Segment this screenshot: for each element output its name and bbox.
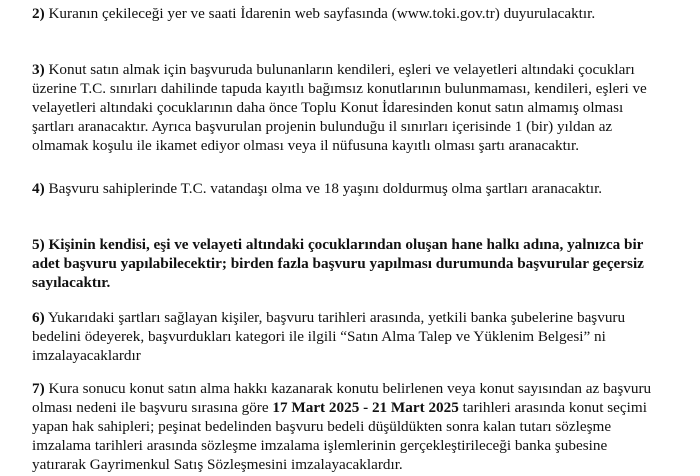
item-number: 7) xyxy=(32,380,45,397)
item-text-line: yatırarak Gayrimenkul Satış Sözleşmesini imzalayacaklardır. xyxy=(32,455,403,473)
item-text-line: imzalayacaklardır xyxy=(32,346,141,364)
condition-item-7 xyxy=(32,380,682,475)
item-text-segment: olması nedeni ile başvuru sırasına göre xyxy=(32,398,273,416)
item-text-line: bedelini ödeyerek, başvurdukları kategori ile ilgili “Satın Alma Talep ve Yüklenim Belgesi” ni xyxy=(32,327,606,345)
item-text-line: yapan hak sahipleri; peşinat bedelinden başvuru bedeli düşüldükten sonra kalan tutarı sözleşme xyxy=(32,417,612,435)
item-number: 6) xyxy=(32,309,45,326)
item-text-line: sayılacaktır. xyxy=(32,273,111,291)
item-text-line: Kura sonucu konut satın alma hakkı kazanarak konutu belirlenen veya konut sayısından az başvuru xyxy=(48,380,652,397)
condition-item-4 xyxy=(32,180,682,199)
item-text-line: adet başvuru yapılabilecektir; birden fazla başvuru yapılması durumunda başvurular geçersiz xyxy=(32,254,644,272)
item-number: 2) xyxy=(32,5,45,22)
condition-item-2 xyxy=(32,5,682,24)
condition-item-5 xyxy=(32,236,682,293)
item-text-line: üzerine T.C. sınırları dahilinde tapuda kayıtlı bağımsız konutlarının bulunmaması, kendileri, eşleri ve xyxy=(32,79,647,97)
item-text-line: Başvuru sahiplerinde T.C. vatandaşı olma ve 18 yaşını doldurmuş olma şartları aranacaktır. xyxy=(48,180,603,197)
item-text-line: şartları aranacaktır. Ayrıca başvurulan projenin bulunduğu il sınırları içerisinde 1 (bir) yıldan az xyxy=(32,117,613,135)
item-text-segment: tarihleri arasında konut seçimi xyxy=(458,398,647,416)
item-text-line: imzalama tarihleri arasında sözleşme imzalama işlemlerinin gerçekleştirileceği banka şubesine xyxy=(32,436,608,454)
item-text-line: Kişinin kendisi, eşi ve velayeti altındaki çocuklarından oluşan hane halkı adına, yalnızca bir xyxy=(48,236,644,253)
item-text-line: Yukarıdaki şartları sağlayan kişiler, başvuru tarihleri arasında, yetkili banka şubelerine başvuru xyxy=(47,309,626,326)
condition-item-3 xyxy=(32,61,682,156)
condition-item-6 xyxy=(32,309,682,366)
item-number: 5) xyxy=(32,236,45,253)
item-text-line: Konut satın almak için başvuruda bulunanların kendileri, eşleri ve velayetleri altındaki çocukları xyxy=(48,61,635,78)
item-text-line: olmamak koşulu ile ikamet ediyor olması veya il nüfusuna kayıtlı olması şartı aranacaktır. xyxy=(32,136,580,154)
application-dates: 17 Mart 2025 - 21 Mart 2025 xyxy=(272,398,459,416)
item-number: 4) xyxy=(32,180,45,197)
item-text-line: Kuranın çekileceği yer ve saati İdarenin web sayfasında (www.toki.gov.tr) duyurulacaktır. xyxy=(48,5,596,22)
item-text-line: velayetleri altındaki çocuklarının daha önce Toplu Konut İdaresinden konut satın almamış olması xyxy=(32,98,624,116)
item-number: 3) xyxy=(32,61,45,78)
